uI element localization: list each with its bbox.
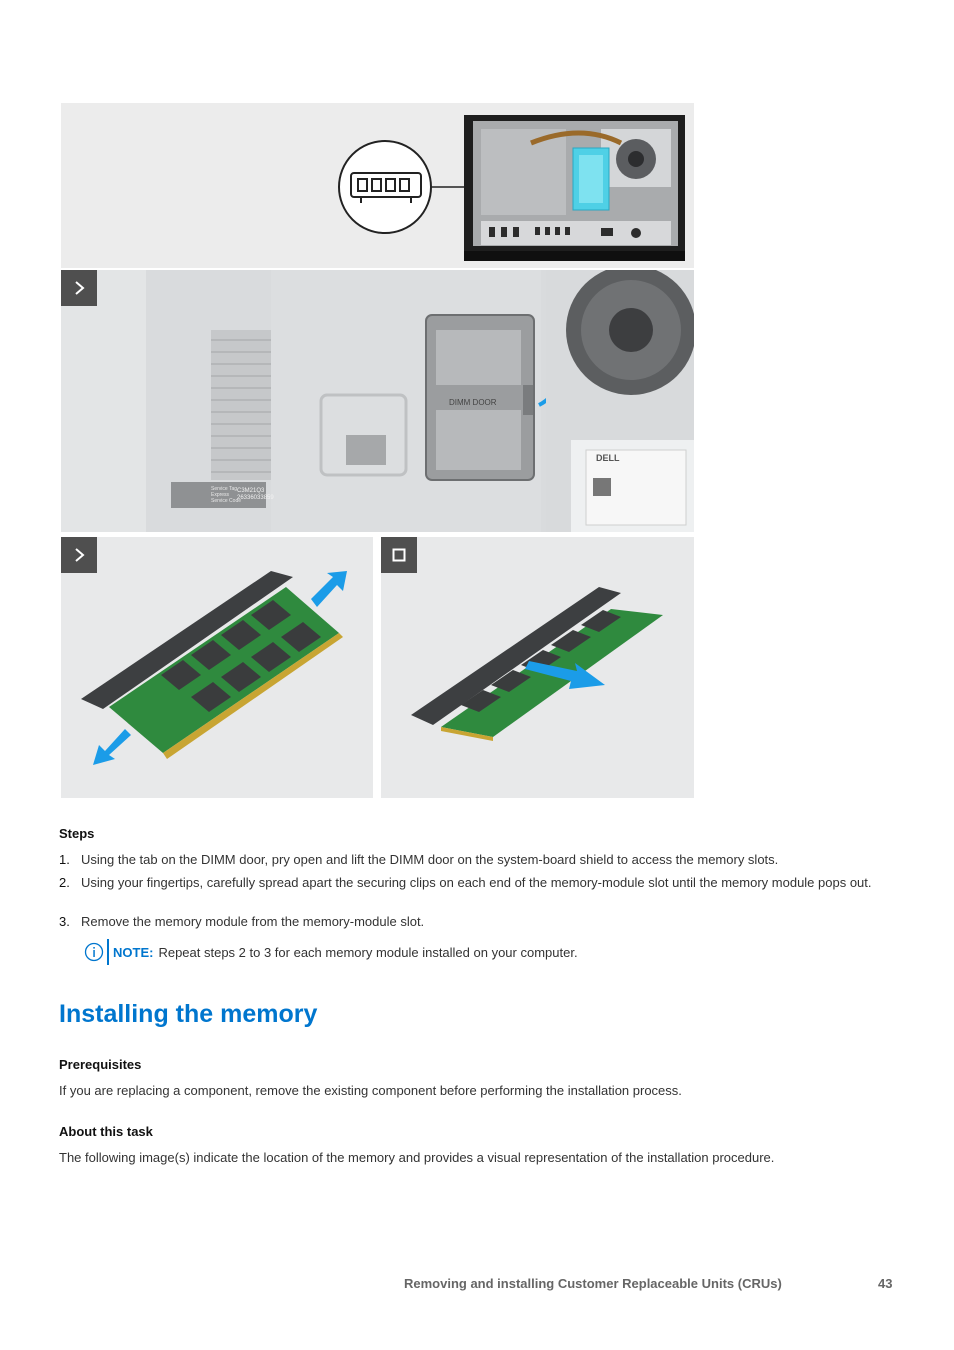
step-badge-end (381, 537, 417, 573)
section-title: Installing the memory (59, 1000, 318, 1028)
dimm-door-illustration (61, 270, 694, 532)
step-text: Using your fingertips, carefully spread apart the securing clips on each end of the memory-module slot until the memory module pops out. (81, 875, 872, 890)
about-text: The following image(s) indicate the location of the memory and provides a visual representation of the installation procedure. (59, 1150, 775, 1165)
service-tag-line-1: Service Tag (211, 486, 238, 492)
dimm-door-label: DIMM DOOR (449, 398, 497, 407)
footer-title: Removing and installing Customer Replaceable Units (CRUs) (404, 1276, 782, 1291)
note-label: NOTE: (113, 944, 154, 960)
dimm-door-panel (61, 270, 694, 532)
service-tag-line-2: Express (211, 492, 230, 498)
overview-panel (61, 103, 694, 268)
step-badge-start (61, 270, 97, 306)
remove-module-illustration (381, 537, 694, 798)
overview-illustration (61, 103, 694, 268)
service-tag-line-3: Service Code (211, 498, 242, 504)
info-icon (84, 942, 104, 962)
steps-heading: Steps (59, 826, 95, 841)
note-callout (84, 938, 578, 966)
stop-square-icon (392, 548, 406, 562)
step-text: Using the tab on the DIMM door, pry open and lift the DIMM door on the system-board shield to access the memory slots. (81, 852, 779, 867)
note-divider (107, 939, 109, 965)
page-number: 43 (878, 1276, 893, 1291)
service-tag-value-1: C3M21Q3 (237, 488, 265, 494)
remove-module-panel (381, 537, 694, 798)
service-tag-value-2: 26336033859 (237, 495, 274, 501)
spread-clips-panel (61, 537, 373, 798)
step-number: 3. (59, 914, 70, 929)
step-badge-next (61, 537, 97, 573)
spread-clips-illustration (61, 537, 373, 798)
step-number: 2. (59, 875, 70, 890)
chevron-right-icon (72, 281, 86, 295)
step-text: Remove the memory module from the memory-module slot. (81, 914, 425, 929)
dell-logo: DELL (596, 453, 620, 463)
chevron-right-icon (72, 548, 86, 562)
about-heading: About this task (59, 1124, 153, 1139)
prerequisites-text: If you are replacing a component, remove the existing component before performing the installation process. (59, 1083, 682, 1098)
step-number: 1. (59, 852, 70, 867)
note-text: Repeat steps 2 to 3 for each memory module installed on your computer. (158, 944, 578, 960)
prerequisites-heading: Prerequisites (59, 1057, 142, 1072)
